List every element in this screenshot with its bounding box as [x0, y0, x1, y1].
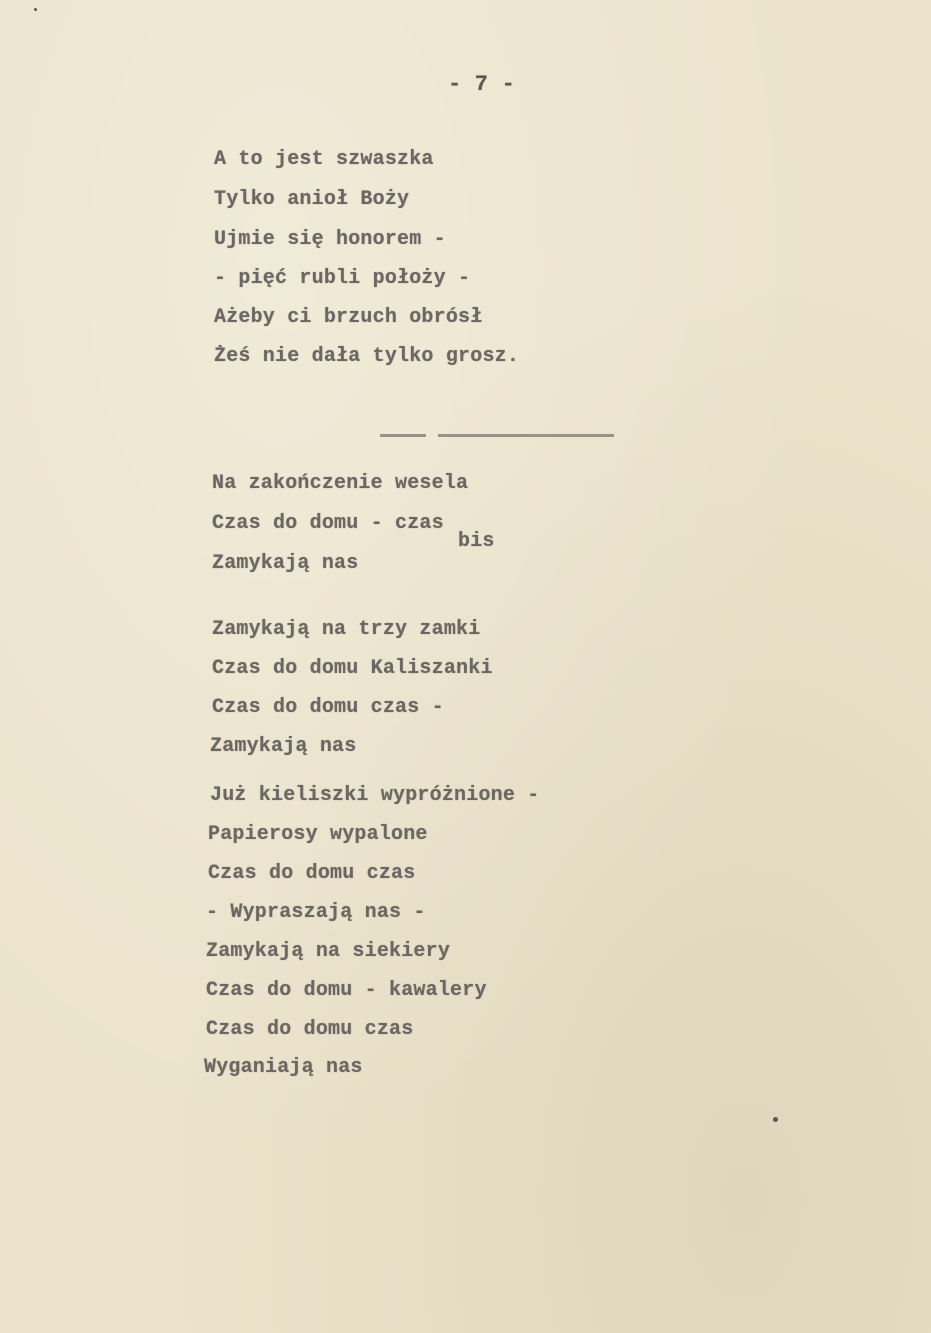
- text-line: A to jest szwaszka: [214, 148, 434, 171]
- paper-speck: [773, 1117, 778, 1122]
- text-line: Tylko anioł Boży: [214, 188, 410, 211]
- text-line: Czas do domu - czas: [212, 512, 444, 535]
- text-line: Żeś nie dała tylko grosz.: [214, 345, 520, 368]
- text-line: Czas do domu czas -: [212, 696, 444, 719]
- text-line: Wyganiają nas: [204, 1056, 363, 1079]
- text-line: Zamykają na siekiery: [206, 940, 451, 963]
- text-line: Na zakończenie wesela: [212, 472, 469, 495]
- text-line: - pięć rubli położy -: [214, 267, 471, 290]
- text-line: Czas do domu czas: [206, 1018, 414, 1041]
- text-line: Zamykają nas: [210, 735, 357, 758]
- text-line: Ażeby ci brzuch obrósł: [214, 306, 483, 329]
- divider-rule: [438, 434, 614, 437]
- text-line: - Wypraszają nas -: [206, 901, 426, 924]
- divider-rule: [380, 434, 426, 437]
- bis-label: bis: [458, 530, 495, 553]
- paper-speck: [34, 8, 37, 11]
- text-line: Czas do domu - kawalery: [206, 979, 487, 1002]
- text-line: Czas do domu Kaliszanki: [212, 657, 493, 680]
- text-line: Zamykają na trzy zamki: [212, 618, 481, 641]
- text-line: Papierosy wypalone: [208, 823, 428, 846]
- page-number: - 7 -: [448, 72, 516, 97]
- text-line: Już kieliszki wypróżnione -: [210, 784, 540, 807]
- text-line: Ujmie się honorem -: [214, 228, 446, 251]
- text-line: Zamykają nas: [212, 552, 359, 575]
- text-line: Czas do domu czas: [208, 862, 416, 885]
